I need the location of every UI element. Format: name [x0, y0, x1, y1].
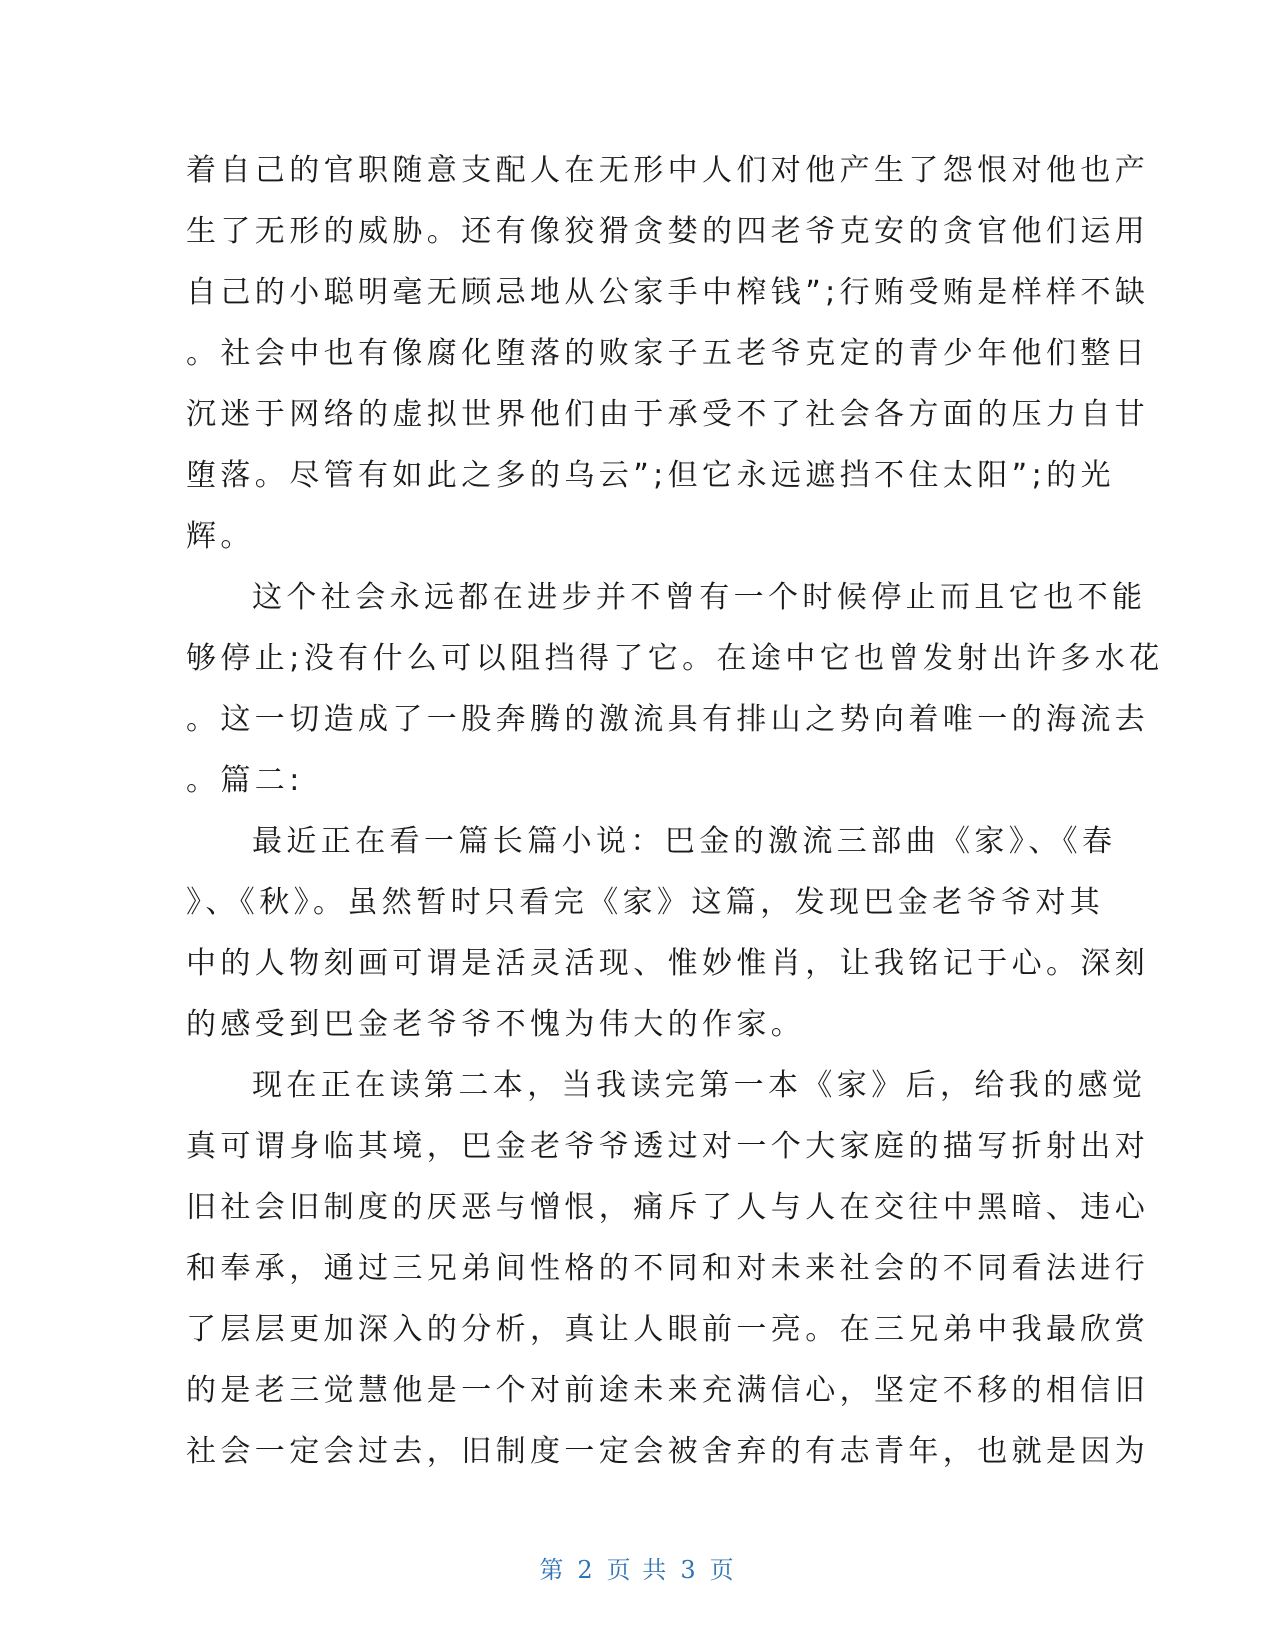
- footer-suffix: 页: [709, 1556, 736, 1584]
- text-line-18: 旧社会旧制度的厌恶与憎恨，痛斥了人与人在交往中黑暗、违心: [186, 1190, 1150, 1225]
- text-line-1: 着自己的官职随意支配人在无形中人们对他产生了怨恨对他也产: [186, 153, 1150, 188]
- footer-prefix: 第: [539, 1556, 566, 1584]
- text-line-8: 这个社会永远都在进步并不曾有一个时候停止而且它也不能: [252, 580, 1147, 615]
- footer-middle: 页 共: [606, 1556, 669, 1584]
- page-number-footer: [0, 1550, 1275, 1585]
- text-line-4: 。社会中也有像腐化堕落的败家子五老爷克定的青少年他们整日: [186, 336, 1150, 371]
- document-body: [186, 140, 1164, 1482]
- text-line-12: 最近正在看一篇长篇小说：巴金的激流三部曲《家》、《春: [252, 824, 1117, 859]
- text-line-2: 生了无形的威胁。还有像狡猾贪婪的四老爷克安的贪官他们运用: [186, 214, 1150, 249]
- text-line-16: 现在正在读第二本，当我读完第一本《家》后，给我的感觉: [252, 1068, 1147, 1103]
- text-line-7: 辉。: [186, 519, 255, 554]
- current-page-number: 2: [577, 1556, 595, 1584]
- total-page-number: 3: [680, 1556, 698, 1584]
- text-line-20: 了层层更加深入的分析，真让人眼前一亮。在三兄弟中我最欣赏: [186, 1312, 1150, 1347]
- text-line-21: 的是老三觉慧他是一个对前途未来充满信心，坚定不移的相信旧: [186, 1373, 1150, 1408]
- text-line-17: 真可谓身临其境，巴金老爷爷透过对一个大家庭的描写折射出对: [186, 1129, 1150, 1164]
- text-line-3: 自己的小聪明毫无顾忌地从公家手中榨钱”;行贿受贿是样样不缺: [186, 275, 1150, 310]
- text-line-9: 够停止;没有什么可以阻挡得了它。在途中它也曾发射出许多水花: [186, 641, 1164, 676]
- text-line-11: 。篇二:: [186, 763, 304, 798]
- text-line-22: 社会一定会过去，旧制度一定会被舍弃的有志青年，也就是因为: [186, 1434, 1150, 1469]
- text-line-5: 沉迷于网络的虚拟世界他们由于承受不了社会各方面的压力自甘: [186, 397, 1150, 432]
- text-line-13: 》、《秋》。虽然暂时只看完《家》这篇，发现巴金老爷爷对其: [186, 885, 1105, 920]
- text-line-19: 和奉承，通过三兄弟间性格的不同和对未来社会的不同看法进行: [186, 1251, 1150, 1286]
- text-line-10: 。这一切造成了一股奔腾的激流具有排山之势向着唯一的海流去: [186, 702, 1150, 737]
- text-line-14: 中的人物刻画可谓是活灵活现、惟妙惟肖，让我铭记于心。深刻: [186, 946, 1150, 981]
- text-line-6: 堕落。尽管有如此之多的乌云”;但它永远遮挡不住太阳”;的光: [186, 458, 1115, 493]
- text-line-15: 的感受到巴金老爷爷不愧为伟大的作家。: [186, 1007, 806, 1042]
